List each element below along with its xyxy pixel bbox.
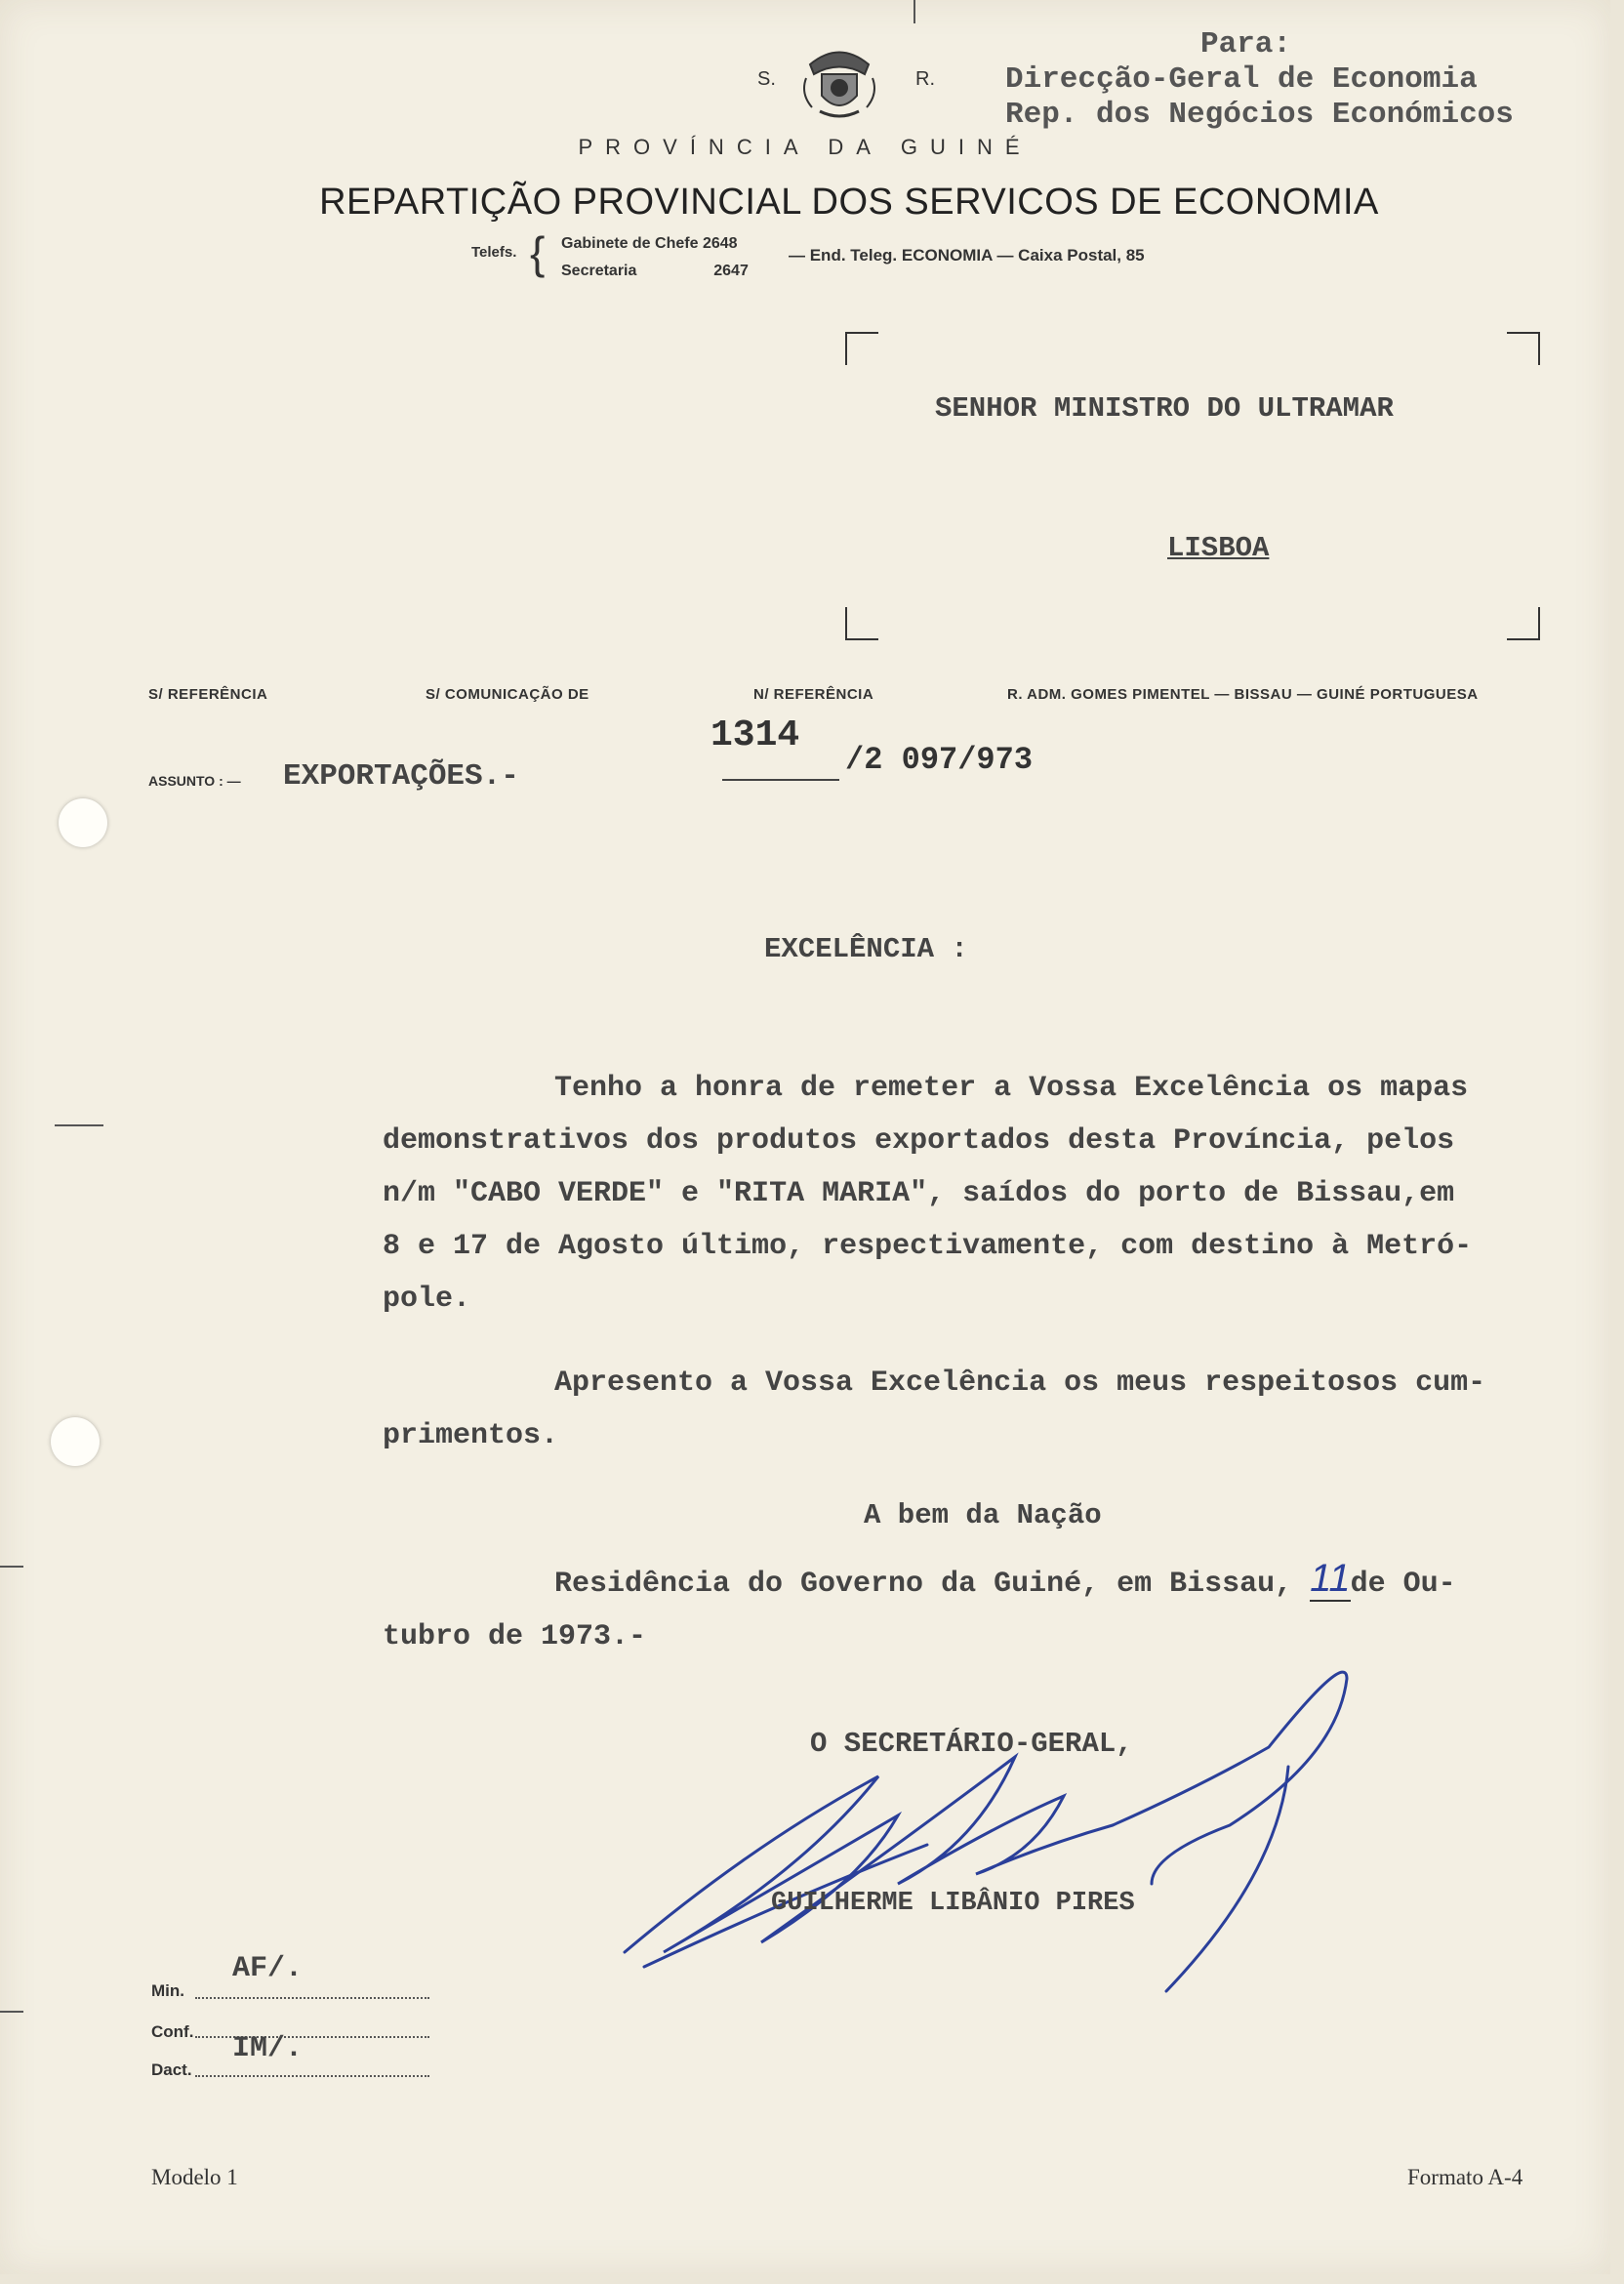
window-corner-tr	[1507, 332, 1540, 365]
residence-prefix: Residência do Governo da Guiné, em Bissau,	[554, 1568, 1293, 1601]
residence-suffix: de Ou-	[1350, 1568, 1456, 1601]
signatory-title: O SECRETÁRIO-GERAL,	[810, 1728, 1133, 1760]
window-corner-br	[1507, 607, 1540, 640]
addressee-city: LISBOA	[1167, 532, 1270, 564]
subject-value: EXPORTAÇÕES.-	[283, 759, 519, 794]
p1-line-3: n/m "CABO VERDE" e "RITA MARIA", saídos do porto de Bissau,em	[383, 1177, 1455, 1210]
coat-of-arms-icon	[800, 45, 878, 128]
dact-label: Dact.	[151, 2060, 192, 2079]
window-corner-bl	[845, 607, 878, 640]
p1-line-2: demonstrativos dos produtos exportados desta Província, pelos	[383, 1124, 1455, 1158]
routing-line-1: Para:	[1200, 27, 1292, 61]
punch-hole-bottom	[51, 1417, 100, 1466]
reference-suffix: /2 097/973	[845, 742, 1034, 778]
greeting: EXCELÊNCIA :	[764, 933, 968, 965]
s-comunicacao-label: S/ COMUNICAÇÃO DE	[426, 686, 589, 703]
subject-label: ASSUNTO : —	[148, 773, 241, 789]
p1-line-5: pole.	[383, 1283, 471, 1316]
residence-day: 11	[1310, 1557, 1351, 1600]
signatory-name: GUILHERME LIBÂNIO PIRES	[771, 1889, 1135, 1918]
window-corner-tl	[845, 332, 878, 365]
conf-dotted-line	[195, 2036, 429, 2038]
p2-line-1: Apresento a Vossa Excelência os meus respeitosos cum-	[554, 1366, 1486, 1400]
margin-tick	[55, 1124, 103, 1126]
p2-line-2: primentos.	[383, 1419, 559, 1452]
margin-tick	[0, 1566, 23, 1568]
footer-model: Modelo 1	[151, 2165, 238, 2189]
phone-list	[561, 230, 749, 285]
punch-hole-top	[59, 798, 107, 847]
dact-initials: IM/.	[232, 2032, 304, 2065]
handwritten-signature	[605, 1630, 1386, 2006]
n-referencia-label: N/ REFERÊNCIA	[753, 686, 874, 703]
r-label: R.	[915, 68, 935, 90]
s-referencia-label: S/ REFERÊNCIA	[148, 686, 268, 703]
phone1-number: 2648	[702, 235, 738, 252]
department-title: REPARTIÇÃO PROVINCIAL DOS SERVICOS DE ECONOMIA	[319, 182, 1379, 223]
phone1-label: Gabinete de Chefe	[561, 235, 699, 252]
conf-label: Conf.	[151, 2022, 194, 2041]
min-label: Min.	[151, 1981, 184, 2000]
telegraph-line: — End. Teleg. ECONOMIA — Caixa Postal, 85	[789, 246, 1145, 265]
office-address: R. ADM. GOMES PIMENTEL — BISSAU — GUINÉ PORTUGUESA	[1007, 686, 1479, 703]
fold-mark	[914, 0, 915, 23]
margin-tick	[0, 2011, 23, 2013]
dact-dotted-line	[195, 2075, 429, 2077]
addressee-recipient: SENHOR MINISTRO DO ULTRAMAR	[935, 392, 1394, 425]
brace-icon: {	[530, 227, 546, 278]
min-initials: AF/.	[232, 1952, 304, 1985]
p1-line-1: Tenho a honra de remeter a Vossa Excelência os mapas	[554, 1072, 1469, 1105]
footer-format: Formato A-4	[1407, 2165, 1523, 2189]
province-title: PROVÍNCIA DA GUINÉ	[578, 135, 1033, 159]
phone2-label: Secretaria	[561, 263, 637, 279]
paragraph-1	[383, 1062, 1554, 1326]
reference-underline	[722, 779, 839, 781]
residence-line-2: tubro de 1973.-	[383, 1620, 647, 1653]
s-label: S.	[757, 68, 776, 90]
paragraph-2	[383, 1357, 1554, 1462]
reference-number: 1314	[710, 714, 800, 756]
min-dotted-line	[195, 1997, 429, 1999]
routing-line-3: Rep. dos Negócios Económicos	[1005, 98, 1514, 132]
routing-line-2: Direcção-Geral de Economia	[1005, 62, 1478, 97]
p1-line-4: 8 e 17 de Agosto último, respectivamente, com destino à Metró-	[383, 1230, 1473, 1263]
routing-stamp	[1005, 27, 1514, 133]
closing-salutation: A bem da Nação	[864, 1499, 1102, 1531]
phone2-number: 2647	[713, 263, 749, 279]
telefs-label: Telefs.	[471, 244, 517, 261]
